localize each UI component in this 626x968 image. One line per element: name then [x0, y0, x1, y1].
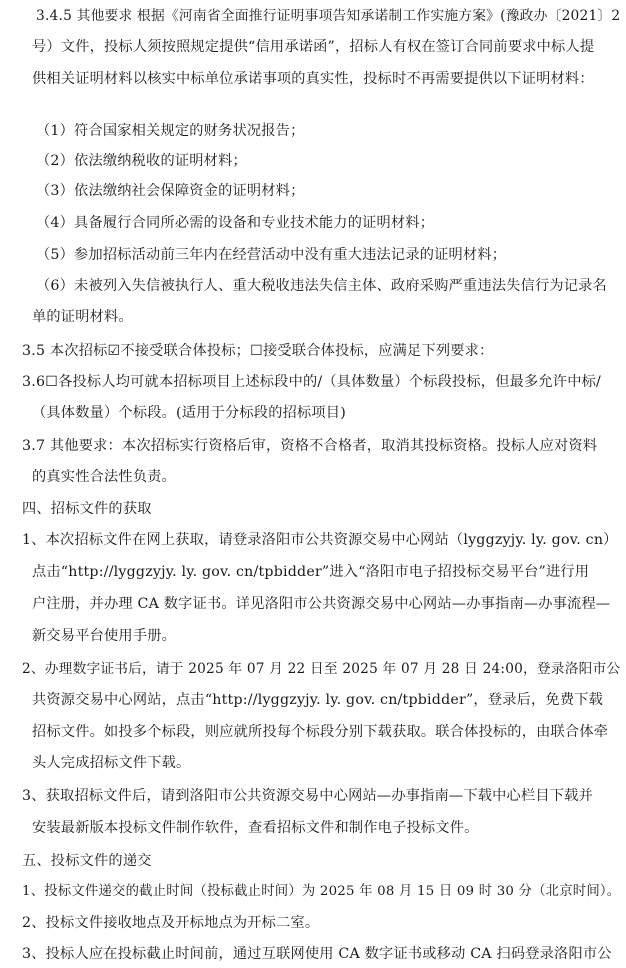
list-item: （3）依法缴纳社会保障资金的证明材料；: [36, 183, 305, 199]
text-line: 安装最新版本投标文件制作软件，查看招标文件和制作电子投标文件。: [32, 820, 479, 836]
text-line: 点击“http://lyggzyjy. ly. gov. cn/tpbidder”进入“洛阳市电子招投标交易平台”进行用: [32, 564, 590, 580]
text-line: 1、本次招标文件在网上获取，请登录洛阳市公共资源交易中心网站（lyggzyjy. ly. gov. cn）: [22, 532, 618, 548]
text-line: 单的证明材料。: [32, 309, 133, 325]
text-line: 2、办理数字证书后，请于 2025 年 07 月 22 日至 2025 年 07 月 28 日 24:00，登录洛阳市公: [22, 661, 621, 677]
text-line: 户注册，并办理 CA 数字证书。详见洛阳市公共资源交易中心网站—办事指南—办事流程—: [32, 596, 611, 612]
text-line: 1、投标文件递交的截止时间（投标截止时间）为 2025 年 08 月 15 日 09 时 30 分（北京时间）。: [22, 884, 621, 899]
text-line: 共资源交易中心网站，点击“http://lyggzyjy. ly. gov. cn/tpbidder”，登录后，免费下载: [32, 692, 604, 708]
text-line: 3.4.5 其他要求 根据《河南省全面推行证明事项告知承诺制工作实施方案》(豫政办〔2021〕2: [36, 8, 621, 24]
list-item: （2）依法缴纳税收的证明材料；: [36, 153, 247, 169]
text-line: 号）文件，投标人须按照规定提供“信用承诺函”，招标人有权在签订合同前要求中标人提: [32, 39, 595, 55]
text-line: 3.5 本次招标☑不接受联合体投标；☐接受联合体投标，应满足下列要求：: [22, 343, 494, 359]
list-item: （4）具备履行合同所必需的设备和专业技术能力的证明材料；: [36, 215, 435, 231]
text-line: 新交易平台使用手册。: [32, 628, 177, 644]
section-heading: 五、投标文件的递交: [22, 853, 152, 869]
text-line: 3.6☐各投标人均可就本招标项目上述标段中的/（具体数量）个标段投标，但最多允许中标/: [22, 374, 602, 390]
text-line: 招标文件。如投多个标段，则应就所投每个标段分别下载获取。联合体投标的，由联合体牵: [32, 724, 609, 740]
text-line: （具体数量）个标段。(适用于分标段的招标项目): [32, 405, 346, 421]
text-line: 3、投标人应在投标截止时间前，通过互联网使用 CA 数字证书或移动 CA 扫码登录洛阳市公: [22, 946, 612, 962]
list-item: （1）符合国家相关规定的财务状况报告；: [36, 123, 305, 139]
text-line: 3.7 其他要求：本次招标实行资格后审，资格不合格者，取消其投标资格。投标人应对资料: [22, 438, 598, 454]
text-line: 2、投标文件接收地点及开标地点为开标二室。: [22, 915, 320, 931]
list-item: （6）未被列入失信被执行人、重大税收违法失信主体、政府采购严重违法失信行为记录名: [36, 278, 607, 294]
list-item: （5）参加招标活动前三年内在经营活动中没有重大违法记录的证明材料；: [36, 247, 507, 263]
text-line: 3、获取招标文件后，请到洛阳市公共资源交易中心网站—办事指南—下载中心栏目下载并: [22, 788, 593, 804]
text-line: 供相关证明材料以核实中标单位承诺事项的真实性，投标时不再需要提供以下证明材料：: [32, 71, 594, 87]
section-heading: 四、招标文件的获取: [22, 501, 152, 517]
text-line: 头人完成招标文件下载。: [32, 755, 191, 771]
text-line: 的真实性合法性负责。: [32, 469, 177, 485]
